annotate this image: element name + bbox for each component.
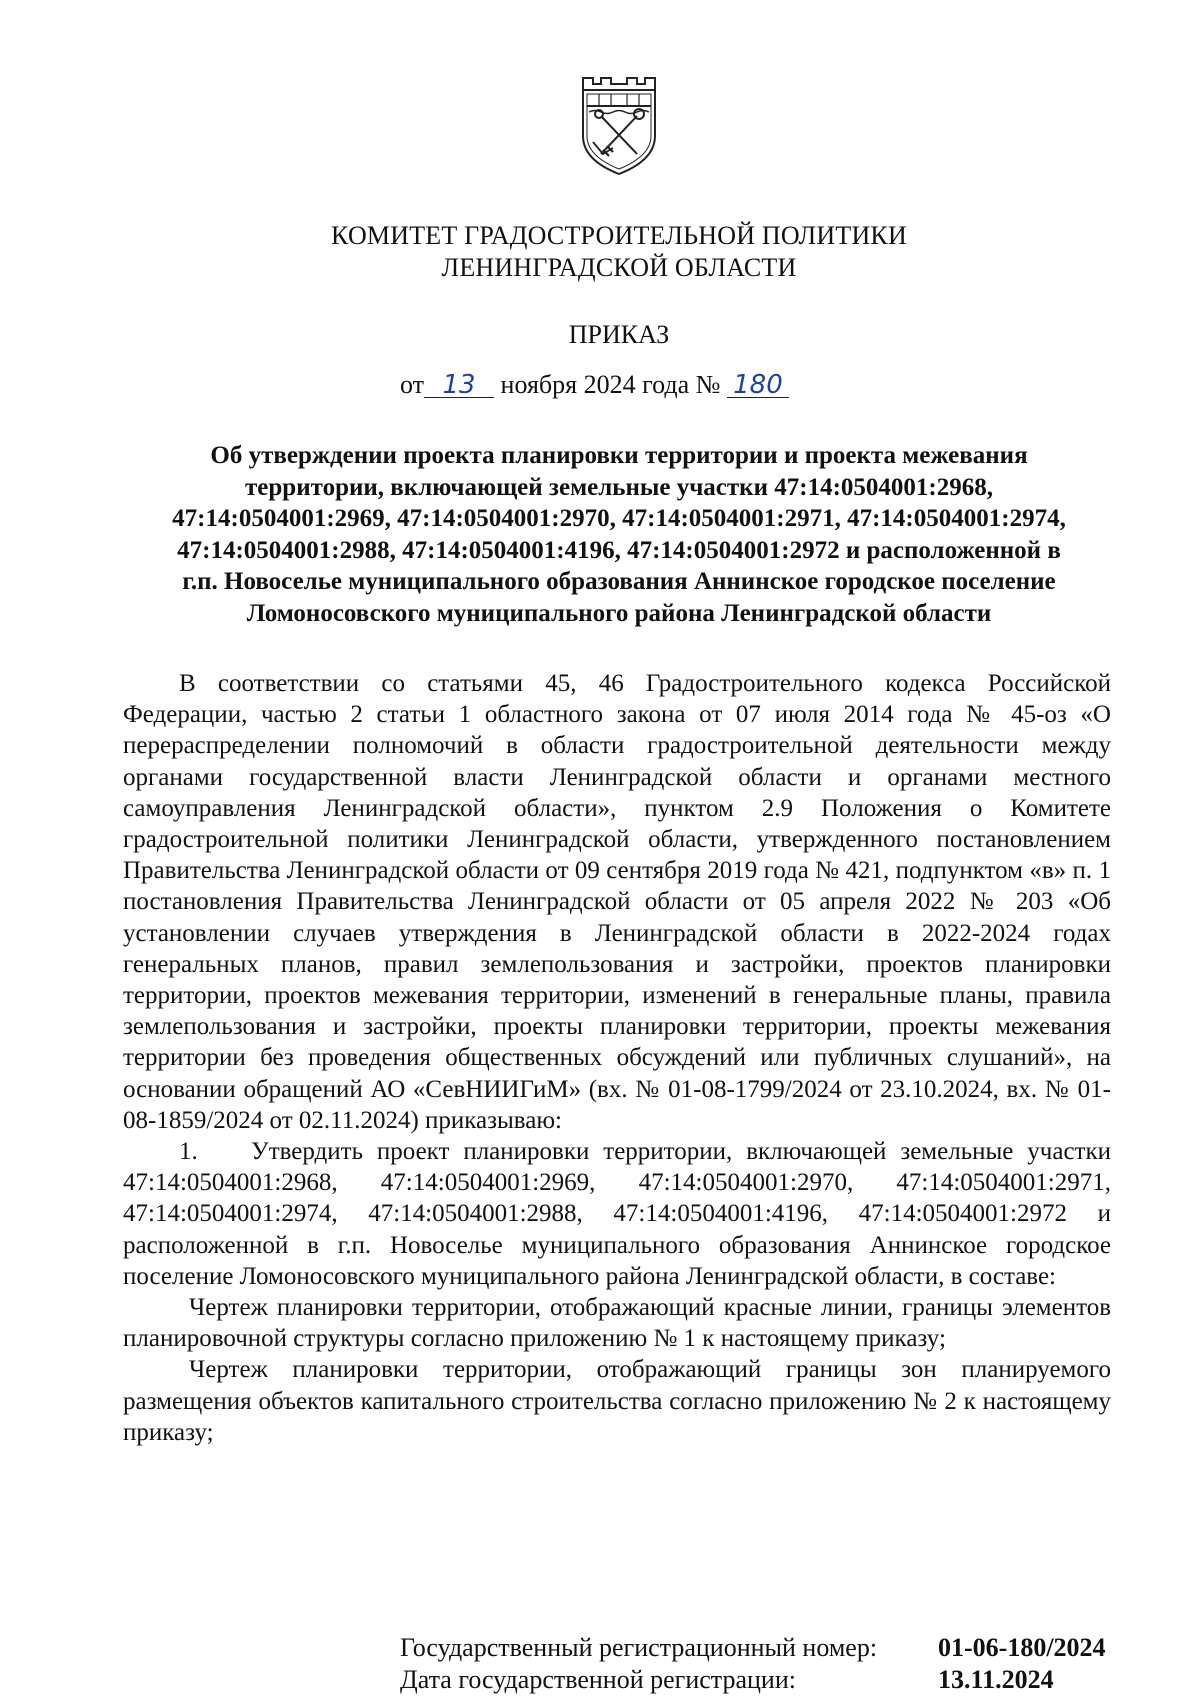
- order-number-handwritten: 180: [727, 373, 789, 398]
- committee-line-2: ЛЕНИНГРАДСКОЙ ОБЛАСТИ: [441, 253, 797, 282]
- subject-line: Об утверждении проекта планировки территории и проекта межевания: [210, 442, 1028, 469]
- item-1-text: Утвердить проект планировки территории, включающей земельные участки 47:14:0504001:2968, 47:14:0504001:2969, 47:14:0504001:2970, 47:14:0504001:2971, 47:14:0504001:2974, 47:14:0504001:2988, 47:14:0504001:4196, 47:14:0504001:2972 и расположенной в г.п. Новоселье муниципального образования Аннинское городское поселение Ломоносовского муниципального района Ленинградской области, в составе:: [123, 1138, 1111, 1290]
- registration-block: [400, 1632, 1130, 1696]
- registration-number-label: Государственный регистрационный номер:: [400, 1633, 878, 1662]
- order-month-year: ноября 2024 года №: [500, 370, 721, 399]
- order-day-handwritten: 13: [424, 373, 494, 398]
- committee-line-1: КОМИТЕТ ГРАДОСТРОИТЕЛЬНОЙ ПОЛИТИКИ: [331, 221, 907, 250]
- registration-number-value: 01-06-180/2024: [938, 1633, 1106, 1662]
- order-subject-heading: [128, 440, 1110, 629]
- registration-number-row: [400, 1632, 1130, 1664]
- sub-item-2-paragraph: Чертеж планировки территории, отображающий границы зон планируемого размещения объектов капитального строительства согласно приложению № 2 к настоящему приказу;: [123, 1356, 1111, 1446]
- sub-item-1-paragraph: Чертеж планировки территории, отображающий красные линии, границы элементов планировочной структуры согласно приложению № 1 к настоящему приказу;: [123, 1294, 1111, 1353]
- order-date-number-line: [400, 370, 789, 400]
- subject-line: 47:14:0504001:2969, 47:14:0504001:2970, 47:14:0504001:2971, 47:14:0504001:2974,: [172, 505, 1066, 532]
- document-type-title: ПРИКАЗ: [568, 320, 670, 349]
- preamble-paragraph: В соответствии со статьями 45, 46 Градостроительного кодекса Российской Федерации, частью 2 статьи 1 областного закона от 07 июля 2014 года № 45-оз «О перераспределении полномочий в области градостроительной деятельности между органами государственной власти Ленинградской области и органами местного самоуправления Ленинградской области», пунктом 2.9 Положения о Комитете градостроительной политики Ленинградской области, утвержденного постановлением Правительства Ленинградской области от 09 сентября 2019 года № 421, подпунктом «в» п. 1 постановления Правительства Ленинградской области от 05 апреля 2022 № 203 «Об установлении случаев утверждения в Ленинградской области в 2022-2024 годах генеральных планов, правил землепользования и застройки, проектов планировки территории, проектов межевания территории, изменений в генеральные планы, правила землепользования и застройки, проекты планировки территории, проекты межевания территории без проведения общественных обсуждений или публичных слушаний», на основании обращений АО «СевНИИГиМ» (вх. № 01-08-1799/2024 от 23.10.2024, вх. № 01-08-1859/2024 от 02.11.2024) приказываю:: [123, 670, 1111, 1134]
- subject-line: г.п. Новоселье муниципального образования Аннинское городское поселение: [182, 568, 1056, 595]
- item-1-paragraph: [123, 1136, 1111, 1292]
- registration-date-label: Дата государственной регистрации:: [400, 1665, 796, 1694]
- committee-name: [0, 220, 1200, 284]
- registration-date-value: 13.11.2024: [938, 1665, 1054, 1694]
- leningrad-oblast-coat-of-arms-icon: [579, 76, 659, 176]
- subject-line: Ломоносовского муниципального района Ленинградской области: [246, 599, 992, 627]
- document-body: [123, 668, 1111, 1448]
- subject-line: территории, включающей земельные участки 47:14:0504001:2968,: [245, 473, 993, 501]
- item-1-number: 1.: [179, 1138, 198, 1166]
- subject-line: 47:14:0504001:2988, 47:14:0504001:4196, 47:14:0504001:2972 и расположенной в: [177, 536, 1061, 564]
- order-prefix: от: [400, 370, 425, 399]
- registration-date-row: [400, 1664, 1130, 1696]
